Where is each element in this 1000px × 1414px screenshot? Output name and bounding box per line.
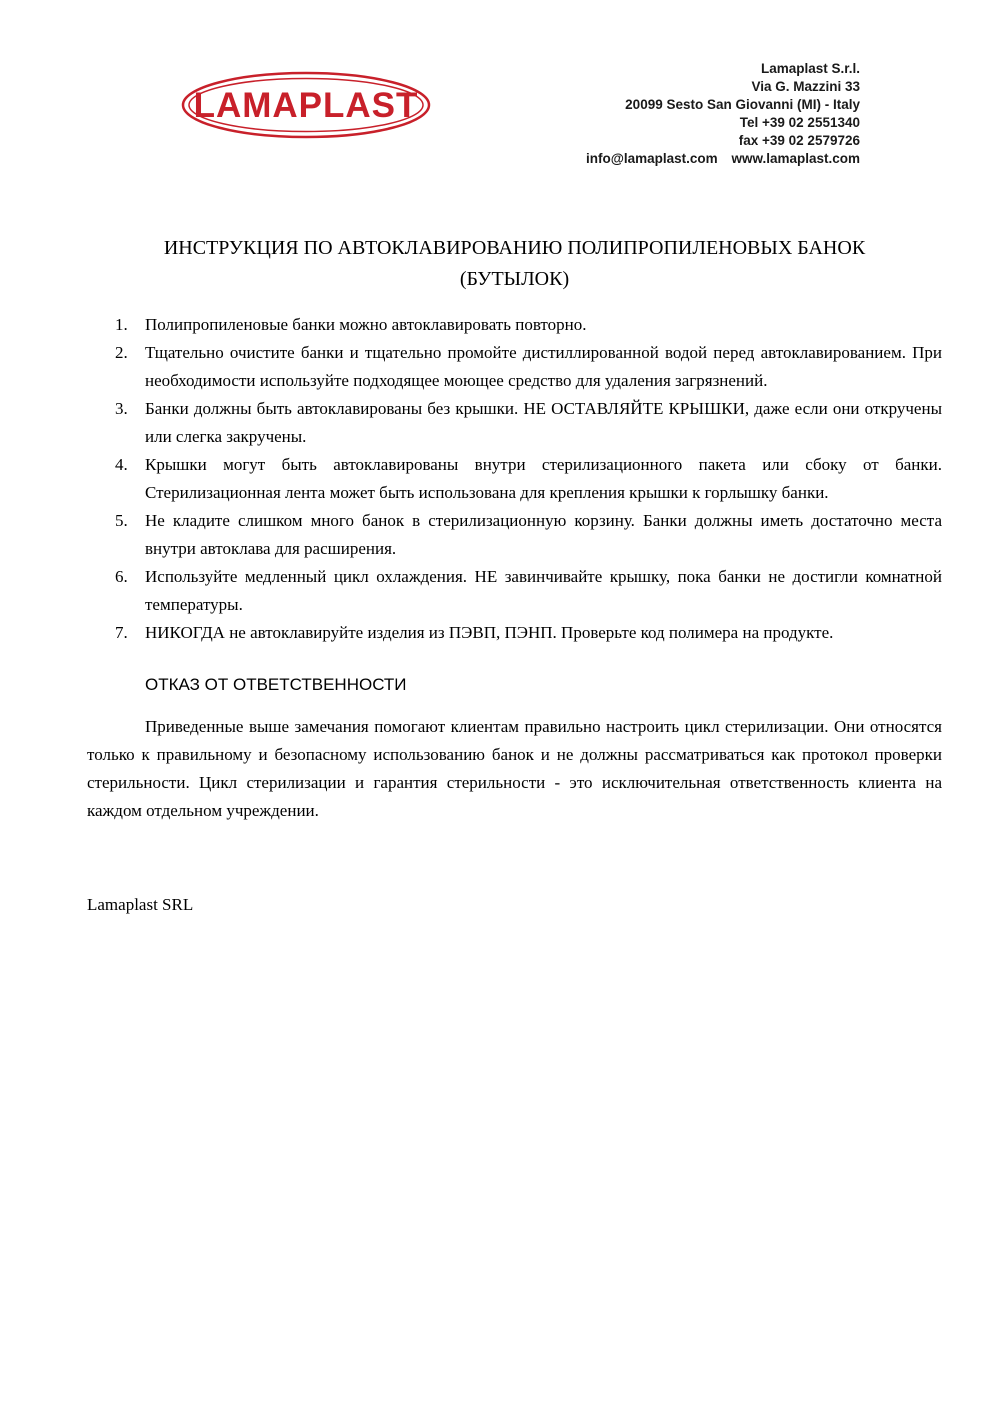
disclaimer-body: Приведенные выше замечания помогают клиентам правильно настроить цикл стерилизации. Они относятся только к правильному и безопасному использованию банок и не должны рассматриваться как протокол проверки стерильности. Цикл стерилизации и гарантия стерильности - это исключительная ответственность клиента на каждом отдельном учреждении. bbox=[87, 717, 942, 820]
page-title bbox=[87, 233, 942, 295]
disclaimer-heading: ОТКАЗ ОТ ОТВЕТСТВЕННОСТИ bbox=[145, 675, 407, 694]
instruction-item: Банки должны быть автоклавированы без крышки. НЕ ОСТАВЛЯЙТЕ КРЫШКИ, даже если они откручены или слегка закручены. bbox=[145, 399, 942, 446]
instruction-item: Полипропиленовые банки можно автоклавировать повторно. bbox=[145, 315, 587, 334]
company-email: info@lamaplast.com bbox=[585, 151, 718, 166]
lamaplast-logo-icon bbox=[180, 70, 432, 140]
document-header bbox=[0, 58, 1000, 188]
page-title-line2: (БУТЫЛОК) bbox=[459, 268, 570, 290]
instruction-item: Крышки могут быть автоклавированы внутри стерилизационного пакета или сбоку от банки. Стерилизационная лента может быть использована для крепления крышки к горлышку банки. bbox=[145, 455, 942, 502]
company-website: www.lamaplast.com bbox=[731, 151, 860, 166]
instruction-item: Тщательно очистите банки и тщательно промойте дистиллированной водой перед автоклавированием. При необходимости используйте подходящее моющее средство для удаления загрязнений. bbox=[145, 343, 942, 390]
company-info-block bbox=[586, 60, 860, 168]
company-address-line2: 20099 Sesto San Giovanni (MI) - Italy bbox=[625, 97, 860, 112]
company-address-line1: Via G. Mazzini 33 bbox=[751, 79, 860, 94]
lamaplast-logo bbox=[180, 70, 432, 140]
document-content bbox=[87, 233, 942, 919]
instruction-item: Не кладите слишком много банок в стерилизационную корзину. Банки должны иметь достаточно места внутри автоклава для расширения. bbox=[145, 511, 942, 558]
page-title-line1: ИНСТРУКЦИЯ ПО АВТОКЛАВИРОВАНИЮ ПОЛИПРОПИЛЕНОВЫХ БАНОК bbox=[163, 237, 866, 259]
company-web-line bbox=[586, 150, 860, 168]
instruction-list bbox=[87, 311, 942, 647]
company-fax: fax +39 02 2579726 bbox=[738, 133, 860, 148]
signature: Lamaplast SRL bbox=[87, 895, 194, 914]
instruction-item: Используйте медленный цикл охлаждения. НЕ завинчивайте крышку, пока банки не достигли комнатной температуры. bbox=[145, 567, 942, 614]
instruction-item: НИКОГДА не автоклавируйте изделия из ПЭВП, ПЭНП. Проверьте код полимера на продукте. bbox=[145, 623, 834, 642]
company-name: Lamaplast S.r.l. bbox=[760, 61, 860, 76]
company-tel: Tel +39 02 2551340 bbox=[739, 115, 860, 130]
logo-text: LAMAPLAST bbox=[193, 86, 419, 125]
